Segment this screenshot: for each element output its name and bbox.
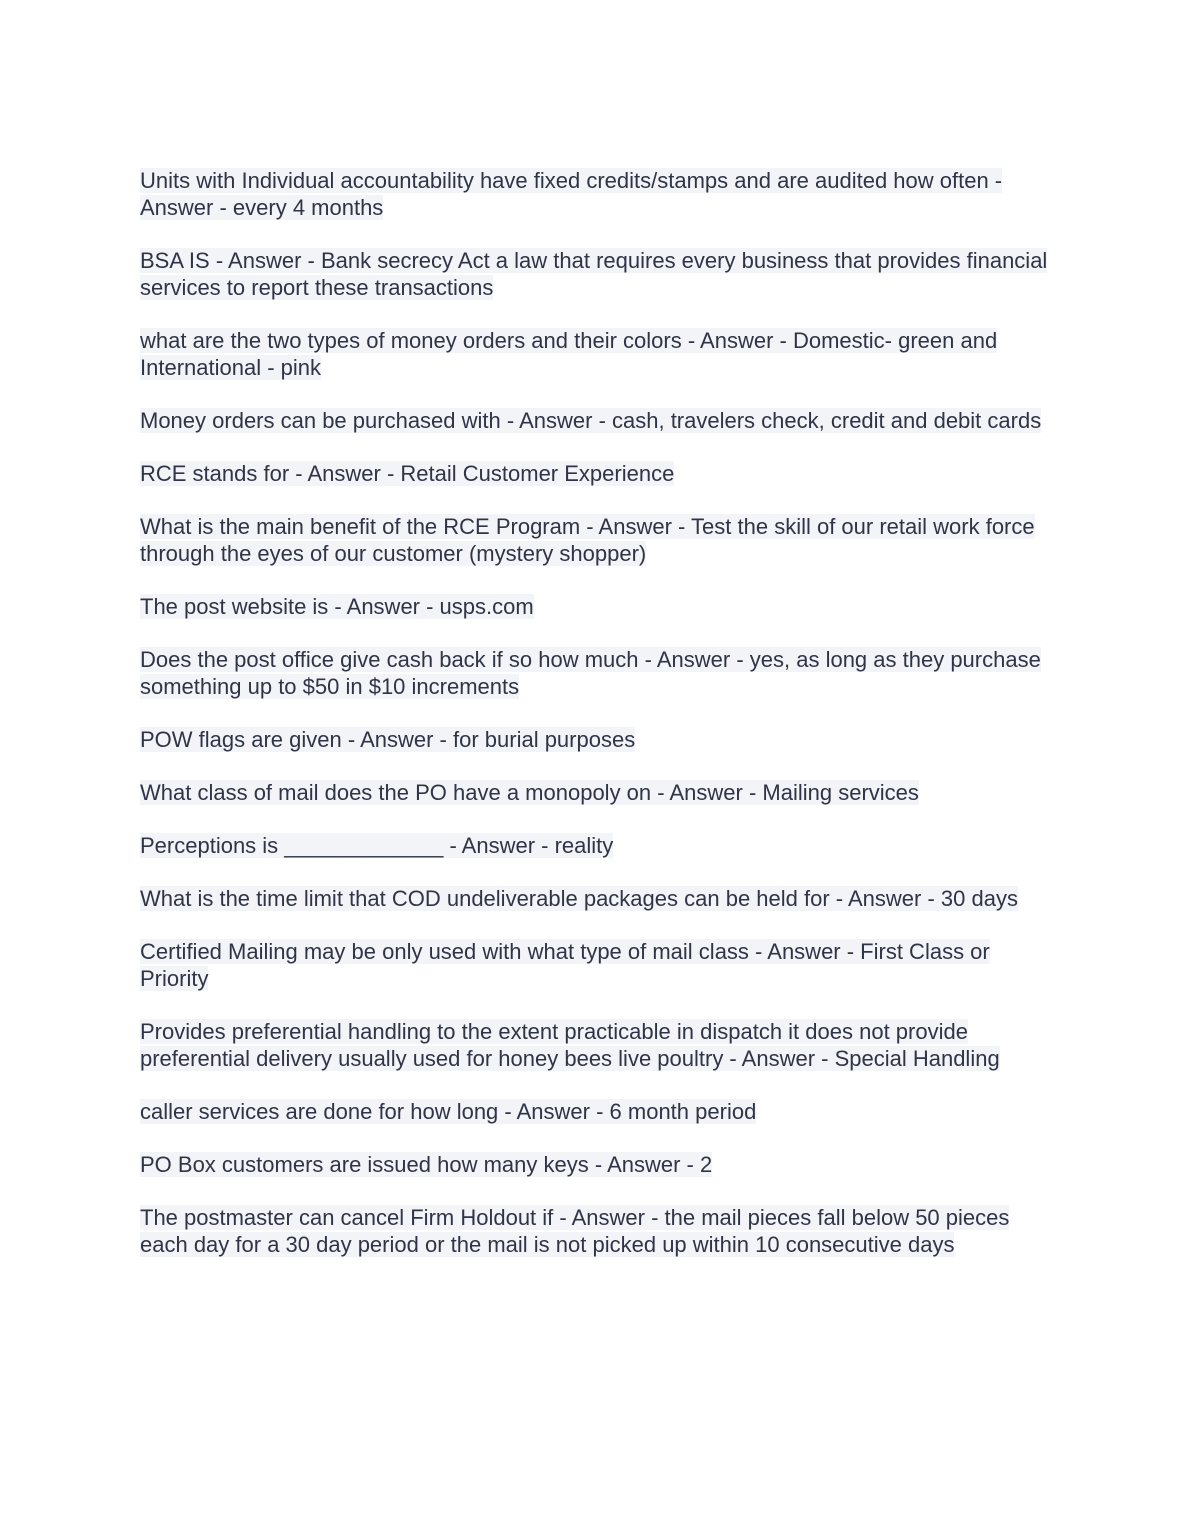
qa-item bbox=[140, 407, 1055, 434]
qa-text: Perceptions is _____________ - Answer - reality bbox=[140, 833, 614, 858]
qa-item bbox=[140, 726, 1055, 753]
qa-text: The post website is - Answer - usps.com bbox=[140, 594, 534, 619]
qa-item bbox=[140, 1098, 1055, 1125]
qa-text: caller services are done for how long - Answer - 6 month period bbox=[140, 1099, 757, 1124]
qa-text: what are the two types of money orders and their colors - Answer - Domestic- green and International - pink bbox=[140, 328, 998, 380]
qa-item bbox=[140, 247, 1055, 301]
qa-text: What is the main benefit of the RCE Program - Answer - Test the skill of our retail work force through the eyes of our customer (mystery shopper) bbox=[140, 514, 1035, 566]
qa-item bbox=[140, 885, 1055, 912]
qa-item bbox=[140, 593, 1055, 620]
qa-item bbox=[140, 327, 1055, 381]
qa-item bbox=[140, 1204, 1055, 1258]
qa-item bbox=[140, 646, 1055, 700]
qa-text: POW flags are given - Answer - for burial purposes bbox=[140, 727, 636, 752]
qa-text: RCE stands for - Answer - Retail Customer Experience bbox=[140, 461, 675, 486]
qa-item bbox=[140, 1018, 1055, 1072]
qa-item bbox=[140, 1151, 1055, 1178]
qa-text: Units with Individual accountability have fixed credits/stamps and are audited how often - Answer - every 4 months bbox=[140, 168, 1003, 220]
qa-text: The postmaster can cancel Firm Holdout if - Answer - the mail pieces fall below 50 pieces each day for a 30 day period or the mail is not picked up within 10 consecutive days bbox=[140, 1205, 1010, 1257]
qa-text: Certified Mailing may be only used with what type of mail class - Answer - First Class or Priority bbox=[140, 939, 990, 991]
qa-text: Money orders can be purchased with - Answer - cash, travelers check, credit and debit cards bbox=[140, 408, 1042, 433]
qa-item bbox=[140, 460, 1055, 487]
qa-item bbox=[140, 513, 1055, 567]
qa-item bbox=[140, 779, 1055, 806]
qa-text: What class of mail does the PO have a monopoly on - Answer - Mailing services bbox=[140, 780, 919, 805]
qa-text: PO Box customers are issued how many keys - Answer - 2 bbox=[140, 1152, 713, 1177]
qa-list bbox=[140, 167, 1055, 1284]
qa-text: Provides preferential handling to the extent practicable in dispatch it does not provide preferential delivery usually used for honey bees live poultry - Answer - Special Handling bbox=[140, 1019, 1000, 1071]
qa-text: BSA IS - Answer - Bank secrecy Act a law that requires every business that provides financial services to report these transactions bbox=[140, 248, 1048, 300]
qa-item bbox=[140, 938, 1055, 992]
qa-item bbox=[140, 167, 1055, 221]
qa-item bbox=[140, 832, 1055, 859]
qa-text: Does the post office give cash back if so how much - Answer - yes, as long as they purchase something up to $50 in $10 increments bbox=[140, 647, 1041, 699]
qa-text: What is the time limit that COD undeliverable packages can be held for - Answer - 30 days bbox=[140, 886, 1018, 911]
